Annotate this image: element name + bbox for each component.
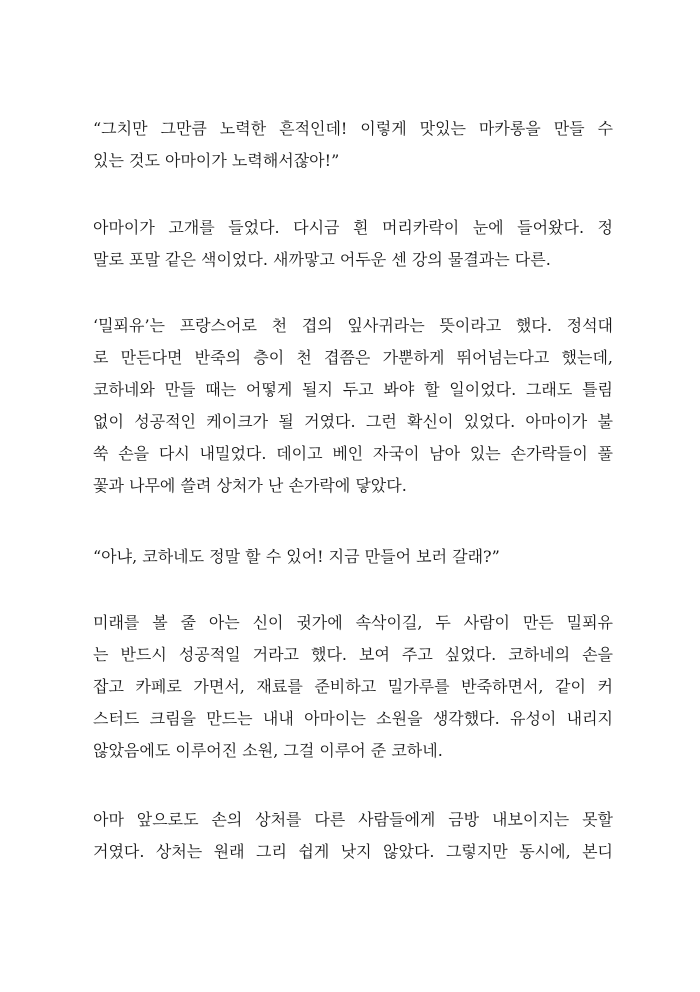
paragraph-4-line-1: “아냐, 코하네도 정말 할 수 있어! 지금 만들어 보러 갈래?” xyxy=(93,547,500,566)
paragraph-2-line-2: 말로 포말 같은 색이었다. 새까맣고 어두운 센 강의 물결과는 다른. xyxy=(93,250,551,269)
paragraph-5-line-3: 잡고 카페로 가면서, 재료를 준비하고 밀가루를 반죽하면서, 같이 커 xyxy=(93,677,613,696)
paragraph-2 xyxy=(93,212,613,276)
paragraph-3-line-6: 꽃과 나무에 쓸려 상처가 난 손가락에 닿았다. xyxy=(93,476,407,495)
paragraph-5-line-2: 는 반드시 성공적일 거라고 했다. 보여 주고 싶었다. 코하네의 손을 xyxy=(93,645,613,664)
paragraph-3-line-2: 로 만든다면 반죽의 층이 천 겹쯤은 가뿐하게 뛰어넘는다고 했는데, xyxy=(93,348,613,367)
paragraph-5-line-4: 스터드 크림을 만드는 내내 아마이는 소원을 생각했다. 유성이 내리지 xyxy=(93,709,613,728)
paragraph-3-line-1: ‘밀푀유’는 프랑스어로 천 겹의 잎사귀라는 뜻이라고 했다. 정석대 xyxy=(93,316,613,335)
paragraph-3-line-5: 쑥 손을 다시 내밀었다. 데이고 베인 자국이 남아 있는 손가락들이 풀 xyxy=(93,444,613,463)
paragraph-5-line-5: 않았음에도 이루어진 소원, 그걸 이루어 준 코하네. xyxy=(93,741,443,760)
paragraph-1 xyxy=(93,113,613,177)
paragraph-5 xyxy=(93,607,613,767)
paragraph-3 xyxy=(93,310,613,502)
paragraph-3-line-4: 없이 성공적인 케이크가 될 거였다. 그런 확신이 있었다. 아마이가 불 xyxy=(93,412,613,431)
paragraph-4 xyxy=(93,541,613,573)
paragraph-6-line-1: 아마 앞으로도 손의 상처를 다른 사람들에게 금방 내보이지는 못할 xyxy=(93,810,613,829)
paragraph-1-line-1: “그치만 그만큼 노력한 흔적인데! 이렇게 맛있는 마카롱을 만들 수 xyxy=(93,119,613,138)
paragraph-5-line-1: 미래를 볼 줄 아는 신이 귓가에 속삭이길, 두 사람이 만든 밀푀유 xyxy=(93,613,613,632)
paragraph-3-line-3: 코하네와 만들 때는 어떻게 될지 두고 봐야 할 일이었다. 그래도 틀림 xyxy=(93,380,613,399)
paragraph-6 xyxy=(93,804,613,868)
paragraph-1-line-2: 있는 것도 아마이가 노력해서잖아!” xyxy=(93,151,340,170)
paragraph-6-line-2: 거였다. 상처는 원래 그리 쉽게 낫지 않았다. 그렇지만 동시에, 본디 xyxy=(93,842,613,861)
paragraph-2-line-1: 아마이가 고개를 들었다. 다시금 흰 머리카락이 눈에 들어왔다. 정 xyxy=(93,218,613,237)
